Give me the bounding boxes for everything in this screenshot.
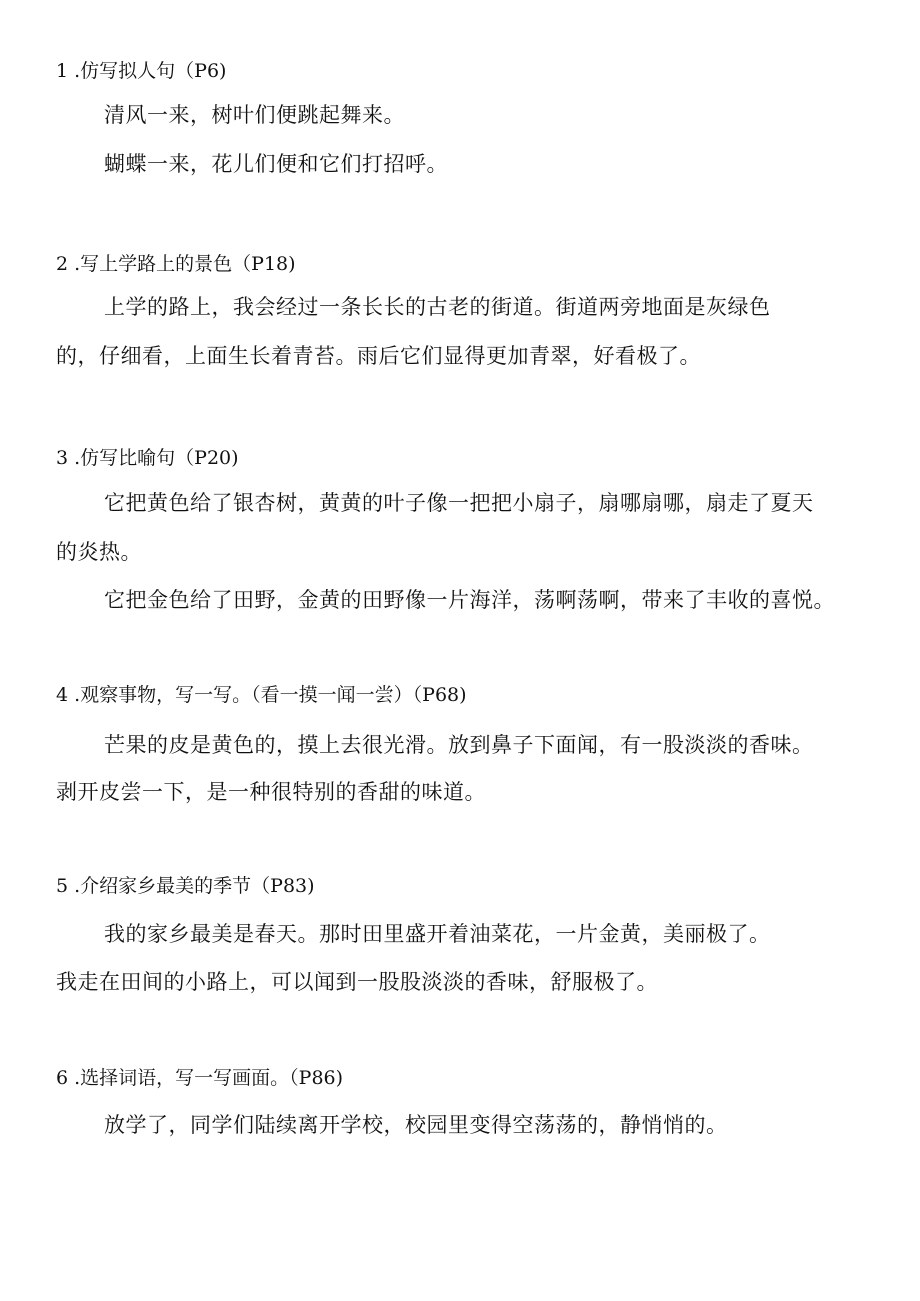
paragraph-line: 上学的路上，我会经过一条长长的古老的街道。街道两旁地面是灰绿色 (104, 295, 771, 319)
section-heading: 4 .观察事物，写一写。（看一摸一闻一尝）（P68) (56, 684, 467, 706)
paragraph-line: 清风一来，树叶们便跳起舞来。 (104, 103, 405, 127)
section-heading: 6 .选择词语，写一写画面。（P86) (56, 1067, 344, 1089)
paragraph-line: 的炎热。 (56, 540, 142, 564)
section-heading: 5 .介绍家乡最美的季节（P83) (56, 875, 315, 897)
paragraph-line: 芒果的皮是黄色的，摸上去很光滑。放到鼻子下面闻，有一股淡淡的香味。 (104, 733, 814, 757)
paragraph-line: 我走在田间的小路上，可以闻到一股股淡淡的香味，舒服极了。 (56, 970, 658, 994)
section-heading: 1 .仿写拟人句（P6) (56, 60, 227, 82)
section-heading: 3 .仿写比喻句（P20) (56, 447, 239, 469)
paragraph-line: 它把金色给了田野，金黄的田野像一片海洋，荡啊荡啊，带来了丰收的喜悦。 (104, 588, 835, 612)
paragraph-line: 的，仔细看，上面生长着青苔。雨后它们显得更加青翠，好看极了。 (56, 344, 701, 368)
paragraph-line: 蝴蝶一来，花儿们便和它们打招呼。 (104, 152, 448, 176)
paragraph-line: 它把黄色给了银杏树，黄黄的叶子像一把把小扇子，扇哪扇哪，扇走了夏天 (104, 491, 814, 515)
paragraph-line: 我的家乡最美是春天。那时田里盛开着油菜花，一片金黄，美丽极了。 (104, 922, 771, 946)
section-heading: 2 .写上学路上的景色（P18) (56, 253, 296, 275)
paragraph-line: 剥开皮尝一下，是一种很特别的香甜的味道。 (56, 780, 486, 804)
paragraph-line: 放学了，同学们陆续离开学校，校园里变得空荡荡的，静悄悄的。 (104, 1113, 728, 1137)
